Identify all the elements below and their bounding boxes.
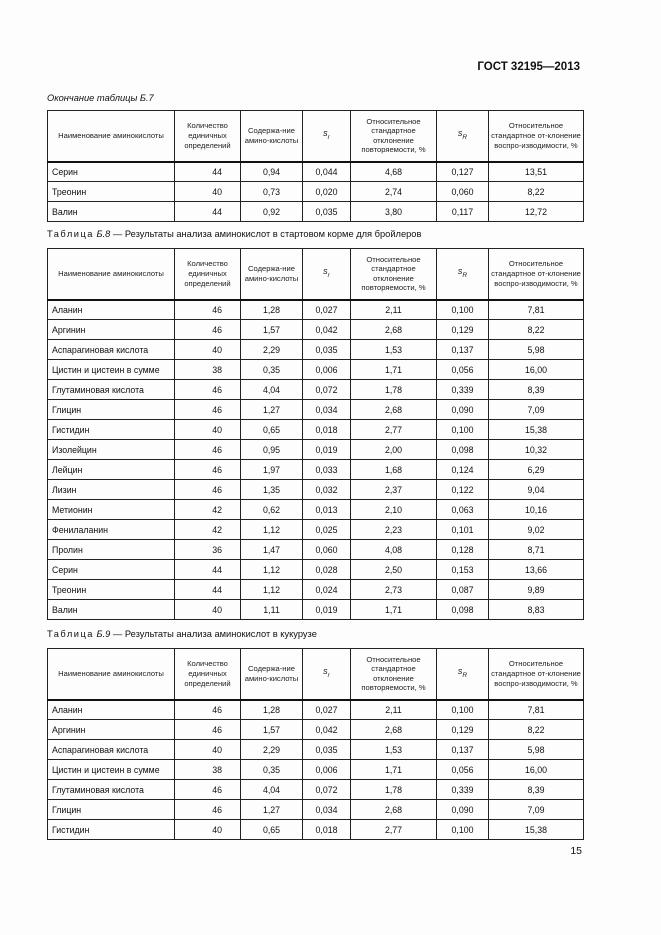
table-cell: Аспарагиновая кислота: [48, 740, 175, 760]
table-cell: 0,035: [303, 740, 351, 760]
col-header-rel-sr: Относительное стандартное отклонение повторяемости, %: [351, 249, 437, 300]
table-cell: 9,04: [489, 480, 584, 500]
table-cell: 2,77: [351, 420, 437, 440]
table-cell: 1,35: [241, 480, 303, 500]
table-cell: 1,68: [351, 460, 437, 480]
table-cell: 0,056: [437, 760, 489, 780]
table-cell: 2,68: [351, 800, 437, 820]
table-cell: 1,47: [241, 540, 303, 560]
table-cell: Пролин: [48, 540, 175, 560]
table-cell: 1,71: [351, 600, 437, 620]
table-cell: 1,71: [351, 760, 437, 780]
table-cell: 15,38: [489, 820, 584, 840]
table-cell: 2,73: [351, 580, 437, 600]
table-cell: 8,39: [489, 780, 584, 800]
table-cell: 0,098: [437, 440, 489, 460]
table-cell: 1,28: [241, 300, 303, 320]
col-header-name: Наименование аминокислоты: [48, 249, 175, 300]
table-cell: 2,11: [351, 700, 437, 720]
table-cell: 0,62: [241, 500, 303, 520]
table-row: [48, 360, 584, 380]
table-cell: 7,09: [489, 400, 584, 420]
table-b8: [47, 248, 584, 620]
table-cell: Фенилаланин: [48, 520, 175, 540]
table-cell: 16,00: [489, 760, 584, 780]
table-cell: 0,035: [303, 340, 351, 360]
table-cell: 2,77: [351, 820, 437, 840]
table-cell: 0,027: [303, 300, 351, 320]
table-cell: Глутаминовая кислота: [48, 780, 175, 800]
table-cell: 0,153: [437, 560, 489, 580]
table-cell: 0,072: [303, 380, 351, 400]
header-row: [48, 111, 584, 162]
table-cell: Изолейцин: [48, 440, 175, 460]
table-cell: 16,00: [489, 360, 584, 380]
table-cell: Лейцин: [48, 460, 175, 480]
table-cell: 1,12: [241, 580, 303, 600]
table-cell: 13,66: [489, 560, 584, 580]
col-header-sr: [303, 649, 351, 700]
table-b8-caption: Таблица Б.8 — Результаты анализа аминокислот в стартовом корме для бройлеров: [47, 229, 422, 239]
table-cell: 46: [175, 460, 241, 480]
symbol: s: [457, 666, 463, 677]
table-cell: 40: [175, 182, 241, 202]
table-cell: 0,042: [303, 720, 351, 740]
table-cell: 8,22: [489, 720, 584, 740]
table-cell: 38: [175, 360, 241, 380]
table-cell: 0,013: [303, 500, 351, 520]
table-cell: Гистидин: [48, 820, 175, 840]
table-cell: 1,78: [351, 380, 437, 400]
col-header-rel-sR: Относительное стандартное от-клонение воспро-изводимости, %: [489, 111, 584, 162]
table-row: [48, 340, 584, 360]
table-cell: 9,89: [489, 580, 584, 600]
document-header: ГОСТ 32195—2013: [477, 61, 580, 73]
table-cell: 0,019: [303, 600, 351, 620]
table-cell: 0,035: [303, 202, 351, 222]
table-row: [48, 800, 584, 820]
table-cell: 0,034: [303, 400, 351, 420]
table-row: [48, 700, 584, 720]
table-cell: 1,11: [241, 600, 303, 620]
table-cell: Треонин: [48, 580, 175, 600]
table-cell: 1,57: [241, 320, 303, 340]
table-cell: 0,033: [303, 460, 351, 480]
table-cell: 40: [175, 820, 241, 840]
table-cell: 4,04: [241, 780, 303, 800]
table-cell: 46: [175, 380, 241, 400]
table-row: [48, 162, 584, 182]
table-cell: 0,137: [437, 340, 489, 360]
symbol: s: [323, 266, 328, 277]
table-cell: 0,117: [437, 202, 489, 222]
table-cell: 0,063: [437, 500, 489, 520]
symbol-subscript: R: [462, 671, 468, 679]
table-cell: 0,73: [241, 182, 303, 202]
table-row: [48, 760, 584, 780]
table-cell: Гистидин: [48, 420, 175, 440]
symbol: s: [323, 666, 328, 677]
col-header-name: Наименование аминокислоты: [48, 649, 175, 700]
table-cell: 2,29: [241, 740, 303, 760]
table-cell: 13,51: [489, 162, 584, 182]
table-cell: 0,35: [241, 760, 303, 780]
table-cell: 42: [175, 520, 241, 540]
table-cell: 1,57: [241, 720, 303, 740]
table-b9: [47, 648, 584, 840]
table-cell: 0,060: [437, 182, 489, 202]
table-cell: Аланин: [48, 300, 175, 320]
col-header-sR: [437, 111, 489, 162]
table-cell: Валин: [48, 202, 175, 222]
col-header-content: Содержа-ние амино-кислоты: [241, 249, 303, 300]
table-cell: Валин: [48, 600, 175, 620]
table-cell: 5,98: [489, 740, 584, 760]
table-cell: 0,018: [303, 420, 351, 440]
table-cell: 0,024: [303, 580, 351, 600]
table-row: [48, 540, 584, 560]
table-b9-caption: Таблица Б.9 — Результаты анализа аминокислот в кукурузе: [47, 629, 317, 639]
table-cell: 2,68: [351, 720, 437, 740]
table-cell: 44: [175, 560, 241, 580]
table-cell: 0,122: [437, 480, 489, 500]
table-cell: 46: [175, 720, 241, 740]
col-header-sR: [437, 649, 489, 700]
table-cell: 6,29: [489, 460, 584, 480]
table-cell: 3,80: [351, 202, 437, 222]
table-cell: 0,65: [241, 420, 303, 440]
table-row: [48, 420, 584, 440]
table-cell: 42: [175, 500, 241, 520]
header-row: [48, 649, 584, 700]
col-header-rel-sr: Относительное стандартное отклонение повторяемости, %: [351, 649, 437, 700]
table-cell: 46: [175, 320, 241, 340]
table-row: [48, 720, 584, 740]
table-cell: 15,38: [489, 420, 584, 440]
symbol-subscript: r: [327, 671, 330, 679]
table-cell: 0,100: [437, 420, 489, 440]
table-row: [48, 580, 584, 600]
table-cell: 0,100: [437, 300, 489, 320]
table-cell: 2,50: [351, 560, 437, 580]
col-header-rel-sr: Относительное стандартное отклонение повторяемости, %: [351, 111, 437, 162]
table-cell: 2,68: [351, 320, 437, 340]
table-cell: 0,056: [437, 360, 489, 380]
table-cell: 0,018: [303, 820, 351, 840]
table-cell: 1,53: [351, 340, 437, 360]
table-cell: 1,78: [351, 780, 437, 800]
table-cell: 46: [175, 800, 241, 820]
table-b7-caption: Окончание таблицы Б.7: [47, 93, 154, 103]
table-cell: 9,02: [489, 520, 584, 540]
table-cell: 0,129: [437, 720, 489, 740]
table-cell: 1,12: [241, 560, 303, 580]
page-number: 15: [570, 845, 582, 857]
table-cell: 0,129: [437, 320, 489, 340]
table-cell: 1,12: [241, 520, 303, 540]
table-cell: Аланин: [48, 700, 175, 720]
table-cell: 0,137: [437, 740, 489, 760]
table-cell: 0,060: [303, 540, 351, 560]
table-cell: Лизин: [48, 480, 175, 500]
table-b7: [47, 110, 584, 222]
col-header-rel-sR: Относительное стандартное от-клонение воспро-изводимости, %: [489, 249, 584, 300]
table-cell: Глицин: [48, 400, 175, 420]
table-cell: 0,020: [303, 182, 351, 202]
table-cell: Аспарагиновая кислота: [48, 340, 175, 360]
table-cell: Глицин: [48, 800, 175, 820]
table-cell: 0,35: [241, 360, 303, 380]
table-cell: 44: [175, 202, 241, 222]
table-cell: 46: [175, 700, 241, 720]
table-cell: 12,72: [489, 202, 584, 222]
symbol-subscript: r: [327, 133, 330, 141]
table-row: [48, 600, 584, 620]
col-header-content: Содержа-ние амино-кислоты: [241, 111, 303, 162]
table-cell: 2,74: [351, 182, 437, 202]
table-cell: 1,27: [241, 400, 303, 420]
table-row: [48, 300, 584, 320]
table-row: [48, 820, 584, 840]
table-cell: 44: [175, 162, 241, 182]
table-cell: 0,006: [303, 360, 351, 380]
table-cell: 2,29: [241, 340, 303, 360]
table-cell: Серин: [48, 162, 175, 182]
table-cell: 2,11: [351, 300, 437, 320]
col-header-sr: [303, 111, 351, 162]
table-cell: 8,22: [489, 182, 584, 202]
table-row: [48, 182, 584, 202]
symbol: s: [457, 266, 463, 277]
table-cell: 46: [175, 300, 241, 320]
table-cell: Серин: [48, 560, 175, 580]
table-cell: 1,27: [241, 800, 303, 820]
table-cell: 0,128: [437, 540, 489, 560]
table-row: [48, 520, 584, 540]
table-cell: 0,072: [303, 780, 351, 800]
table-cell: 0,034: [303, 800, 351, 820]
table-cell: 8,39: [489, 380, 584, 400]
table-cell: 0,090: [437, 800, 489, 820]
table-cell: 46: [175, 440, 241, 460]
col-header-sr: [303, 249, 351, 300]
table-cell: 0,92: [241, 202, 303, 222]
table-cell: 0,044: [303, 162, 351, 182]
symbol-subscript: R: [462, 133, 468, 141]
table-cell: 2,00: [351, 440, 437, 460]
table-cell: 0,027: [303, 700, 351, 720]
table-cell: 38: [175, 760, 241, 780]
table-cell: 40: [175, 600, 241, 620]
table-cell: 0,124: [437, 460, 489, 480]
table-cell: Аргинин: [48, 720, 175, 740]
table-cell: 7,81: [489, 300, 584, 320]
table-row: [48, 500, 584, 520]
table-cell: 40: [175, 420, 241, 440]
table-cell: Аргинин: [48, 320, 175, 340]
table-cell: 0,025: [303, 520, 351, 540]
table-cell: 2,10: [351, 500, 437, 520]
table-cell: 0,087: [437, 580, 489, 600]
table-row: [48, 400, 584, 420]
table-cell: 0,65: [241, 820, 303, 840]
table-cell: 44: [175, 580, 241, 600]
col-header-rel-sR: Относительное стандартное от-клонение воспро-изводимости, %: [489, 649, 584, 700]
table-cell: 0,006: [303, 760, 351, 780]
table-cell: 4,08: [351, 540, 437, 560]
table-cell: 40: [175, 740, 241, 760]
table-cell: 4,68: [351, 162, 437, 182]
table-cell: 5,98: [489, 340, 584, 360]
table-cell: 46: [175, 480, 241, 500]
table-cell: Цистин и цистеин в сумме: [48, 760, 175, 780]
table-cell: 0,101: [437, 520, 489, 540]
table-cell: 0,95: [241, 440, 303, 460]
table-row: [48, 560, 584, 580]
table-row: [48, 460, 584, 480]
symbol-subscript: R: [462, 271, 468, 279]
table-cell: 7,81: [489, 700, 584, 720]
table-cell: 2,37: [351, 480, 437, 500]
table-cell: 46: [175, 400, 241, 420]
table-cell: 0,94: [241, 162, 303, 182]
table-cell: 7,09: [489, 800, 584, 820]
table-cell: Метионин: [48, 500, 175, 520]
table-cell: 8,71: [489, 540, 584, 560]
table-cell: 0,100: [437, 700, 489, 720]
table-row: [48, 202, 584, 222]
table-row: [48, 380, 584, 400]
table-cell: Треонин: [48, 182, 175, 202]
table-cell: 2,68: [351, 400, 437, 420]
table-cell: 0,028: [303, 560, 351, 580]
table-cell: Цистин и цистеин в сумме: [48, 360, 175, 380]
col-header-count: Количество единичных определений: [175, 249, 241, 300]
table-row: [48, 440, 584, 460]
table-cell: 4,04: [241, 380, 303, 400]
table-cell: 0,339: [437, 380, 489, 400]
table-cell: 46: [175, 780, 241, 800]
symbol: s: [323, 128, 328, 139]
table-cell: 2,23: [351, 520, 437, 540]
table-cell: 1,28: [241, 700, 303, 720]
table-cell: 1,53: [351, 740, 437, 760]
symbol: s: [457, 128, 463, 139]
col-header-name: Наименование аминокислоты: [48, 111, 175, 162]
table-cell: 0,098: [437, 600, 489, 620]
table-cell: 8,83: [489, 600, 584, 620]
table-cell: 10,32: [489, 440, 584, 460]
header-row: [48, 249, 584, 300]
table-cell: 1,97: [241, 460, 303, 480]
col-header-count: Количество единичных определений: [175, 649, 241, 700]
table-cell: 36: [175, 540, 241, 560]
table-cell: Глутаминовая кислота: [48, 380, 175, 400]
table-cell: 1,71: [351, 360, 437, 380]
col-header-sR: [437, 249, 489, 300]
table-row: [48, 320, 584, 340]
table-cell: 0,019: [303, 440, 351, 460]
col-header-content: Содержа-ние амино-кислоты: [241, 649, 303, 700]
table-row: [48, 480, 584, 500]
table-cell: 40: [175, 340, 241, 360]
table-cell: 8,22: [489, 320, 584, 340]
col-header-count: Количество единичных определений: [175, 111, 241, 162]
table-cell: 0,090: [437, 400, 489, 420]
table-row: [48, 780, 584, 800]
table-cell: 0,100: [437, 820, 489, 840]
table-cell: 0,042: [303, 320, 351, 340]
table-row: [48, 740, 584, 760]
table-cell: 0,339: [437, 780, 489, 800]
symbol-subscript: r: [327, 271, 330, 279]
table-cell: 0,127: [437, 162, 489, 182]
table-cell: 0,032: [303, 480, 351, 500]
table-cell: 10,16: [489, 500, 584, 520]
